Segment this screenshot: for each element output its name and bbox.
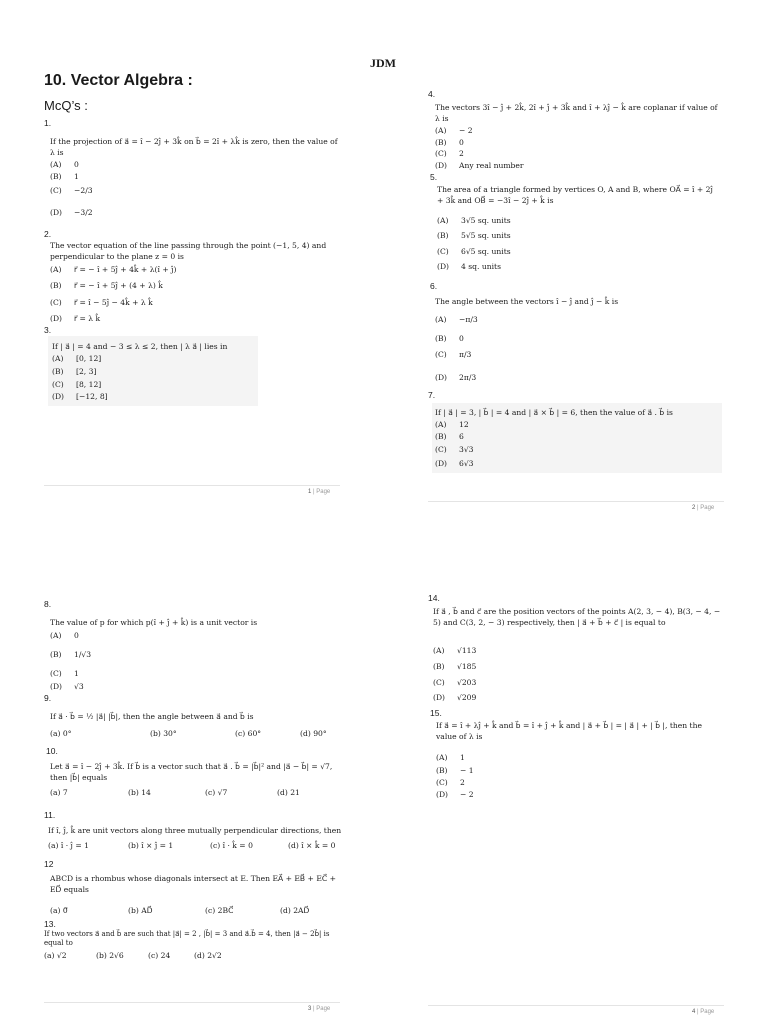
question-number: 8. [44,599,52,609]
option: (C) √203 [433,678,477,687]
option: (B) 1 [50,172,79,181]
option: (D) [−12, 8] [52,392,108,401]
question-number: 6. [430,281,438,291]
option: (B) r⃗ = − î + 5ĵ + (4 + λ) k̂ [50,281,163,290]
question-text: The area of a triangle formed by vertices O, A and B, where OA⃗ = î + 2ĵ + 3k̂ and OB⃗ = −3î − 2ĵ + k̂ is [437,185,713,205]
option: (A) 1 [436,753,465,762]
page-footer: 4 | Page [692,1009,715,1015]
page-footer: 3 | Page [308,1006,331,1012]
option: (B) 0 [435,334,464,343]
page-footer: 2 | Page [692,505,715,511]
question-number: 15. [430,708,442,718]
option: (C) −2/3 [50,186,93,195]
option: (C) r⃗ = î − 5ĵ − 4k̂ + λ k̂ [50,298,153,307]
question-number: 7. [428,390,436,400]
options-row: (a) √2 (b) 2√6 (c) 24 (d) 2√2 [44,951,222,960]
option: (C) π/3 [435,350,472,359]
page-footer: 1 | Page [308,489,331,495]
question-number: 1. [44,118,52,128]
question-text: If the projection of a⃗ = î − 2ĵ + 3k̂ on b⃗ = 2î + λk̂ is zero, then the value of λ is [50,137,338,157]
question-text: The vectors 3î − ĵ + 2k̂, 2î + ĵ + 3k̂ and î + λĵ − k̂ are coplanar if value of λ is [435,103,718,123]
option: (A) 0 [50,631,79,640]
question-number: 9. [44,693,52,703]
mcq-heading: McQ’s : [44,98,88,113]
option: (D) √3 [50,682,84,691]
option: (B) [2, 3] [52,367,97,376]
question-text: The angle between the vectors î − ĵ and ĵ − k̂ is [435,297,619,306]
option: (C) [8, 12] [52,380,102,389]
option: (B) − 1 [436,766,474,775]
header-jdm: JDM [370,56,396,70]
options-row: (a) 0° (b) 30° (c) 60° (d) 90° [50,729,327,738]
option: (A) r⃗ = − î + 5ĵ + 4k̂ + λ(î + ĵ) [50,265,177,274]
option: (C) 3√3 [435,445,474,454]
option: (A) 12 [435,420,469,429]
option: (B) √185 [433,662,477,671]
option: (C) 2 [435,149,464,158]
question-text: If a⃗ · b⃗ = ½ |a⃗| |b⃗|, then the angle between a⃗ and b⃗ is [50,712,254,721]
options-row: (a) 0⃗ (b) AD⃗ (c) 2BC⃗ (d) 2AD⃗ [50,906,310,915]
question-number: 13. [44,919,56,929]
question-number: 10. [46,746,58,756]
question-text: If | a⃗ | = 4 and − 3 ≤ λ ≤ 2, then | λ a⃗ | lies in [52,342,228,351]
question-number: 2. [44,229,52,239]
option: (D) − 2 [436,790,474,799]
footer-rule [428,1005,724,1006]
option: (A) 3√5 sq. units [437,216,511,225]
option: (C) 1 [50,669,79,678]
option: (B) 0 [435,138,464,147]
option: (A) 0 [50,160,79,169]
option: (D) r⃗ = λ k̂ [50,314,101,323]
option: (D) 6√3 [435,459,474,468]
option: (A) [0, 12] [52,354,102,363]
footer-rule [44,1002,340,1003]
question-text: If two vectors a⃗ and b⃗ are such that |a⃗| = 2 , |b⃗| = 3 and a⃗.b⃗ = 4, then |a⃗ − 2b⃗| is equal to [44,930,330,947]
footer-rule [428,501,724,502]
option: (C) 2 [436,778,465,787]
option: (A) √113 [433,646,477,655]
options-row: (a) 7 (b) 14 (c) √7 (d) 21 [50,788,300,797]
chapter-title: 10. Vector Algebra : [44,72,193,89]
options-row: (a) î · ĵ = 1 (b) î × ĵ = 1 (c) î · k̂ = 0 (d) î × k̂ = 0 [48,841,336,850]
option: (A) − 2 [435,126,473,135]
question-text: If | a⃗ | = 3, | b⃗ | = 4 and | a⃗ × b⃗ | = 6, then the value of a⃗ . b⃗ is [435,408,673,417]
question-text: ABCD is a rhombus whose diagonals intersect at E. Then EA⃗ + EB⃗ + EC⃗ + ED⃗ equals [50,874,336,894]
option: (D) 2π/3 [435,373,477,382]
question-text: The value of p for which p(î + ĵ + k̂) is a unit vector is [50,618,258,627]
question-number: 4. [428,89,436,99]
option: (D) Any real number [435,161,524,170]
question-text: If a⃗ = î + λĵ + k̂ and b⃗ = î + ĵ + k̂ and | a⃗ + b⃗ | = | a⃗ | + | b⃗ |, then the value of λ is [436,721,702,741]
question-text: Let a⃗ = î − 2ĵ + 3k̂. If b⃗ is a vector such that a⃗ . b⃗ = |b⃗|² and |a⃗ − b⃗| = √7, then |b⃗| equals [50,762,333,782]
option: (C) 6√5 sq. units [437,247,511,256]
question-number: 14. [428,593,440,603]
question-number: 12 [44,859,54,869]
option: (D) −3/2 [50,208,93,217]
option: (B) 1/√3 [50,650,92,659]
question-number: 3. [44,325,52,335]
question-text: If î, ĵ, k̂ are unit vectors along three mutually perpendicular directions, then [48,826,342,835]
option: (B) 6 [435,432,464,441]
footer-rule [44,485,340,486]
option: (D) 4 sq. units [437,262,501,271]
question-number: 5. [430,172,438,182]
question-number: 11. [44,810,56,820]
option: (A) −π/3 [435,315,478,324]
question-text: The vector equation of the line passing through the point (−1, 5, 4) and perpendicular to the plane z = 0 is [50,241,327,261]
question-text: If a⃗ , b⃗ and c⃗ are the position vectors of the points A(2, 3, − 4), B(3, − 4, − 5) and C(3, 2, − 3) respectively, then | a⃗ + b⃗ + c⃗ | is equal to [433,607,721,627]
option: (D) √209 [433,693,477,702]
option: (B) 5√5 sq. units [437,231,511,240]
